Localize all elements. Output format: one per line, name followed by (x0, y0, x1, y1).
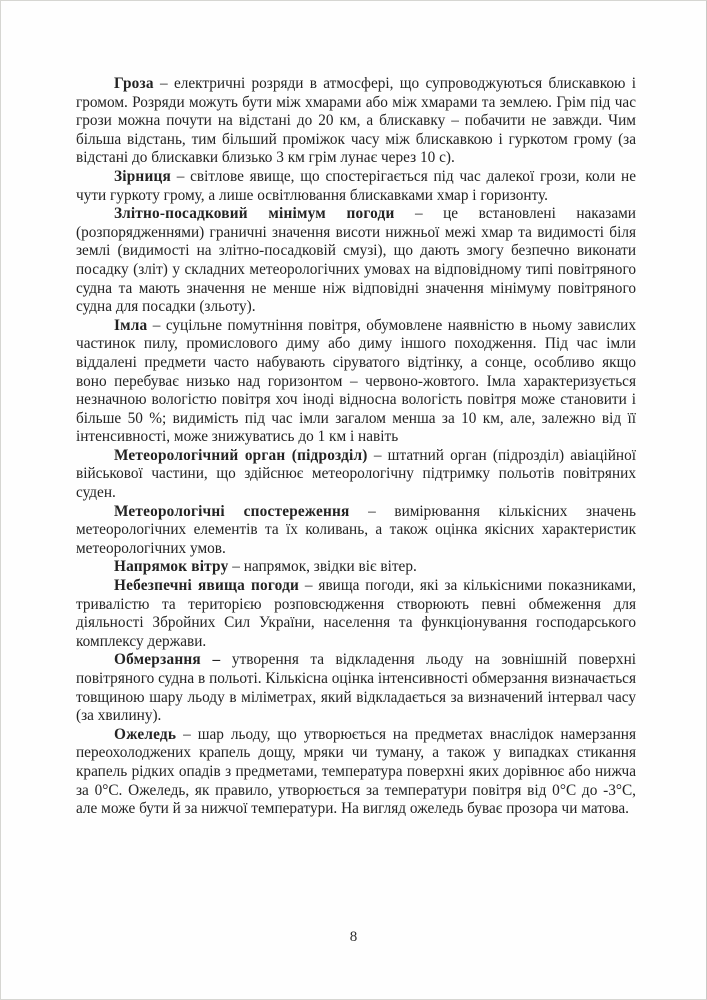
definition-paragraph-meteo-sposterezhennia (76, 503, 636, 559)
term-imla: Імла (114, 316, 148, 334)
definition-body-nebezpechni-yavyshcha: – явища погоди, які за кількісними показниками, тривалістю та територією розповсюдження створюють певні обмеження для діяльності Збройних Сил України, населення та функціонування господарського комплексу держави. (76, 577, 636, 650)
definition-body-minimum-pohody: – це встановлені наказами (розпорядженнями) граничні значення висоти нижньої межі хмар та видимості біля землі (видимості на злітно-посадковій смузі), що дають змогу безпечно виконати посадку (зліт) у складних метеорологічних умовах на відповідному типі повітряного судна та мають значення не менше ніж відповідні значення мінімуму повітряного судна для посадки (зльоту). (76, 205, 636, 316)
definition-body-napriamok-vitru: – напрямок, звідки віє вітер. (232, 558, 417, 576)
definition-body-meteo-sposterezhennia: – вимірювання кількісних значень метеорологічних елементів та їх коливань, а також оцінка якісних характеристик метеорологічних умов. (76, 502, 637, 557)
definition-body-obmerzannia: утворення та відкладення льоду на зовнішній поверхні повітряного судна в польоті. Кількісна оцінка інтенсивності обмерзання визначається товщиною шару льоду в міліметрах, який відкладається за визначений інтервал часу (за хвилину). (76, 651, 637, 725)
definition-body-groza: – електричні розряди в атмосфері, що супроводжуються блискавкою і громом. Розряди можуть бути між хмарами або між хмарами та землею. Грім під час грози можна почути на відстані до 20 км, а блискавку – побачити не завжди. Чим більша відстань, тим більший проміжок часу між блискавкою і гуркотом грому (за відстані до блискавки близько 3 км грім лунає через 10 с). (76, 75, 636, 167)
definitions-text-block (76, 75, 636, 819)
term-meteo-orhan: Метеорологічний орган (підрозділ) (114, 446, 368, 464)
definition-paragraph-meteo-orhan (76, 447, 636, 503)
term-ozheled: Ожеледь (114, 725, 177, 743)
definition-paragraph-nebezpechni-yavyshcha (76, 577, 636, 651)
definition-paragraph-groza (76, 75, 636, 168)
page-number: 8 (349, 929, 358, 945)
term-napriamok-vitru: Напрямок вітру (114, 558, 229, 576)
term-obmerzannia: Обмерзання – (114, 651, 221, 669)
definition-paragraph-imla (76, 317, 636, 447)
term-minimum-pohody: Злітно-посадковий мінімум погоди (114, 205, 395, 223)
term-nebezpechni-yavyshcha: Небезпечні явища погоди (114, 577, 300, 595)
term-groza: Гроза (114, 75, 154, 92)
definition-paragraph-napriamok-vitru (76, 558, 636, 577)
definition-body-imla: – суцільне помутніння повітря, обумовлене наявністю в ньому завислих частинок пилу, промислового диму або диму іншого походження. Під час імли віддалені предмети часто набувають сіруватого відтінку, а сонце, особливо якщо воно перебуває низько над горизонтом – червоно-жовтого. Імла характеризується незначною вологістю повітря хоч іноді відносна вологість повітря може становити і більше 50 %; видимість під час імли загалом менша за 10 км, але, залежно від її інтенсивності, може знижуватись до 1 км і навіть (76, 316, 637, 446)
definition-body-zirnytsia: – світлове явище, що спостерігається під час далекої грози, коли не чути гуркоту грому, а лише освітлювання блискавками хмар і горизонту. (76, 167, 636, 204)
definition-body-meteo-orhan: – штатний орган (підрозділ) авіаційної військової частини, що здійснює метеорологічну підтримку польотів повітряних суден. (76, 446, 637, 502)
definition-body-ozheled: – шар льоду, що утворюється на предметах внаслідок намерзання переохолоджених крапель дощу, мряки чи туману, а також у випадках стикання крапель рідких опадів з предметами, температура поверхні яких дорівнює або нижча за 0°С. Ожеледь, як правило, утворюється за температури повітря від 0°С до -3°С, але може бути й за нижчої температури. На вигляд ожеледь буває прозора чи матова. (76, 725, 636, 818)
definition-paragraph-obmerzannia (76, 651, 636, 725)
term-zirnytsia: Зірниця (114, 167, 171, 185)
definition-paragraph-zirnytsia (76, 168, 636, 205)
definition-paragraph-ozheled (76, 726, 636, 819)
definition-paragraph-minimum-pohody (76, 205, 636, 317)
term-meteo-sposterezhennia: Метеорологічні спостереження (114, 502, 350, 520)
